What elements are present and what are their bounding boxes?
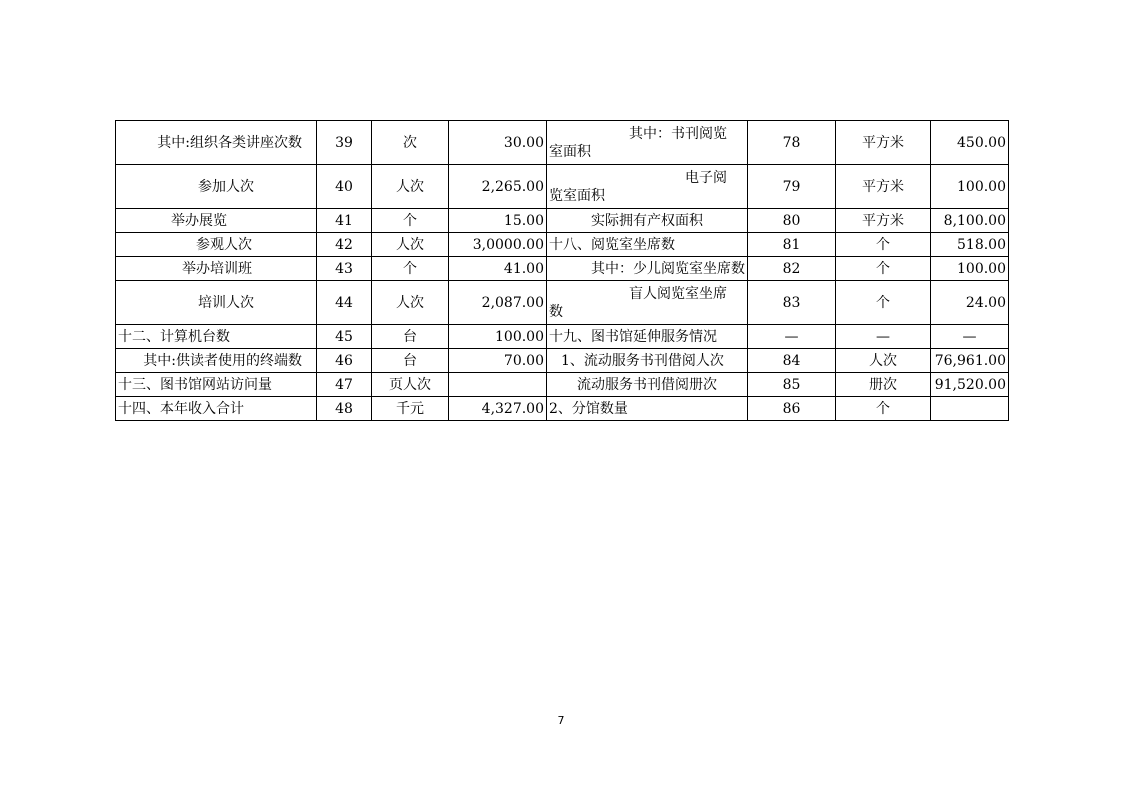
table-row — [116, 373, 1009, 397]
value-left: 100.00 — [449, 325, 547, 349]
value-right: 76,961.00 — [931, 349, 1009, 373]
item-name-right: 流动服务书刊借阅册次 — [547, 373, 748, 397]
table-row — [116, 121, 1009, 165]
row-code-right: 81 — [748, 233, 836, 257]
value-left: 15.00 — [449, 209, 547, 233]
value-left: 3,0000.00 — [449, 233, 547, 257]
item-name-right — [547, 281, 748, 325]
value-right: 450.00 — [931, 121, 1009, 165]
value-left: 2,265.00 — [449, 165, 547, 209]
row-code-right: 79 — [748, 165, 836, 209]
table-row — [116, 349, 1009, 373]
value-left — [449, 373, 547, 397]
unit-left: 页人次 — [372, 373, 449, 397]
unit-left: 台 — [372, 325, 449, 349]
unit-right: 平方米 — [836, 165, 931, 209]
unit-left: 人次 — [372, 165, 449, 209]
unit-right: 个 — [836, 281, 931, 325]
item-name-right — [547, 121, 748, 165]
item-name-right: 1、流动服务书刊借阅人次 — [547, 349, 748, 373]
row-code-right: 80 — [748, 209, 836, 233]
item-name-right-line2: 数 — [549, 303, 563, 320]
unit-left: 千元 — [372, 397, 449, 421]
item-name-left: 培训人次 — [116, 281, 317, 325]
row-code-right: 86 — [748, 397, 836, 421]
table-row — [116, 233, 1009, 257]
row-code-left: 40 — [317, 165, 372, 209]
item-name-left: 十四、本年收入合计 — [116, 397, 317, 421]
item-name-right: 2、分馆数量 — [547, 397, 748, 421]
row-code-left: 47 — [317, 373, 372, 397]
item-name-left: 举办培训班 — [116, 257, 317, 281]
unit-right: 人次 — [836, 349, 931, 373]
item-name-left: 参加人次 — [116, 165, 317, 209]
value-right: — — [931, 325, 1009, 349]
item-name-right-line2: 览室面积 — [549, 187, 605, 204]
value-left: 70.00 — [449, 349, 547, 373]
row-code-left: 41 — [317, 209, 372, 233]
item-name-left: 十三、图书馆网站访问量 — [116, 373, 317, 397]
row-code-left: 45 — [317, 325, 372, 349]
table-row — [116, 325, 1009, 349]
table-row — [116, 209, 1009, 233]
item-name-right: 十八、阅览室坐席数 — [547, 233, 748, 257]
statistics-table — [115, 120, 1009, 421]
row-code-left: 39 — [317, 121, 372, 165]
value-right: 100.00 — [931, 257, 1009, 281]
item-name-right: 实际拥有产权面积 — [547, 209, 748, 233]
item-name-right: 其中：少儿阅览室坐席数 — [547, 257, 748, 281]
unit-right: 平方米 — [836, 121, 931, 165]
item-name-left: 参观人次 — [116, 233, 317, 257]
row-code-right: 84 — [748, 349, 836, 373]
table-row — [116, 397, 1009, 421]
unit-right: 个 — [836, 233, 931, 257]
value-left: 4,327.00 — [449, 397, 547, 421]
unit-left: 台 — [372, 349, 449, 373]
table-row — [116, 257, 1009, 281]
value-left: 2,087.00 — [449, 281, 547, 325]
value-right: 91,520.00 — [931, 373, 1009, 397]
row-code-right: 83 — [748, 281, 836, 325]
value-right — [931, 397, 1009, 421]
value-right: 8,100.00 — [931, 209, 1009, 233]
row-code-left: 44 — [317, 281, 372, 325]
item-name-left: 其中:组织各类讲座次数 — [116, 121, 317, 165]
item-name-left: 十二、计算机台数 — [116, 325, 317, 349]
row-code-right: — — [748, 325, 836, 349]
row-code-right: 85 — [748, 373, 836, 397]
item-name-right — [547, 165, 748, 209]
unit-right: 个 — [836, 257, 931, 281]
item-name-right-line2: 室面积 — [549, 143, 591, 160]
table-row — [116, 165, 1009, 209]
unit-right: 平方米 — [836, 209, 931, 233]
unit-left: 人次 — [372, 233, 449, 257]
value-left: 41.00 — [449, 257, 547, 281]
row-code-left: 43 — [317, 257, 372, 281]
unit-left: 次 — [372, 121, 449, 165]
unit-left: 个 — [372, 209, 449, 233]
row-code-left: 48 — [317, 397, 372, 421]
item-name-right: 十九、图书馆延伸服务情况 — [547, 325, 748, 349]
item-name-left: 其中:供读者使用的终端数 — [116, 349, 317, 373]
row-code-right: 82 — [748, 257, 836, 281]
item-name-right-line1: 盲人阅览室坐席 — [629, 285, 727, 302]
item-name-right-line1: 其中：书刊阅览 — [629, 125, 727, 142]
row-code-right: 78 — [748, 121, 836, 165]
table-body — [116, 121, 1009, 421]
value-right: 100.00 — [931, 165, 1009, 209]
unit-left: 个 — [372, 257, 449, 281]
value-left: 30.00 — [449, 121, 547, 165]
item-name-left: 举办展览 — [116, 209, 317, 233]
unit-left: 人次 — [372, 281, 449, 325]
value-right: 518.00 — [931, 233, 1009, 257]
value-right: 24.00 — [931, 281, 1009, 325]
row-code-left: 46 — [317, 349, 372, 373]
unit-right: — — [836, 325, 931, 349]
unit-right: 册次 — [836, 373, 931, 397]
unit-right: 个 — [836, 397, 931, 421]
table-row — [116, 281, 1009, 325]
page-number: 7 — [557, 714, 565, 727]
item-name-right-line1: 电子阅 — [685, 169, 727, 186]
row-code-left: 42 — [317, 233, 372, 257]
